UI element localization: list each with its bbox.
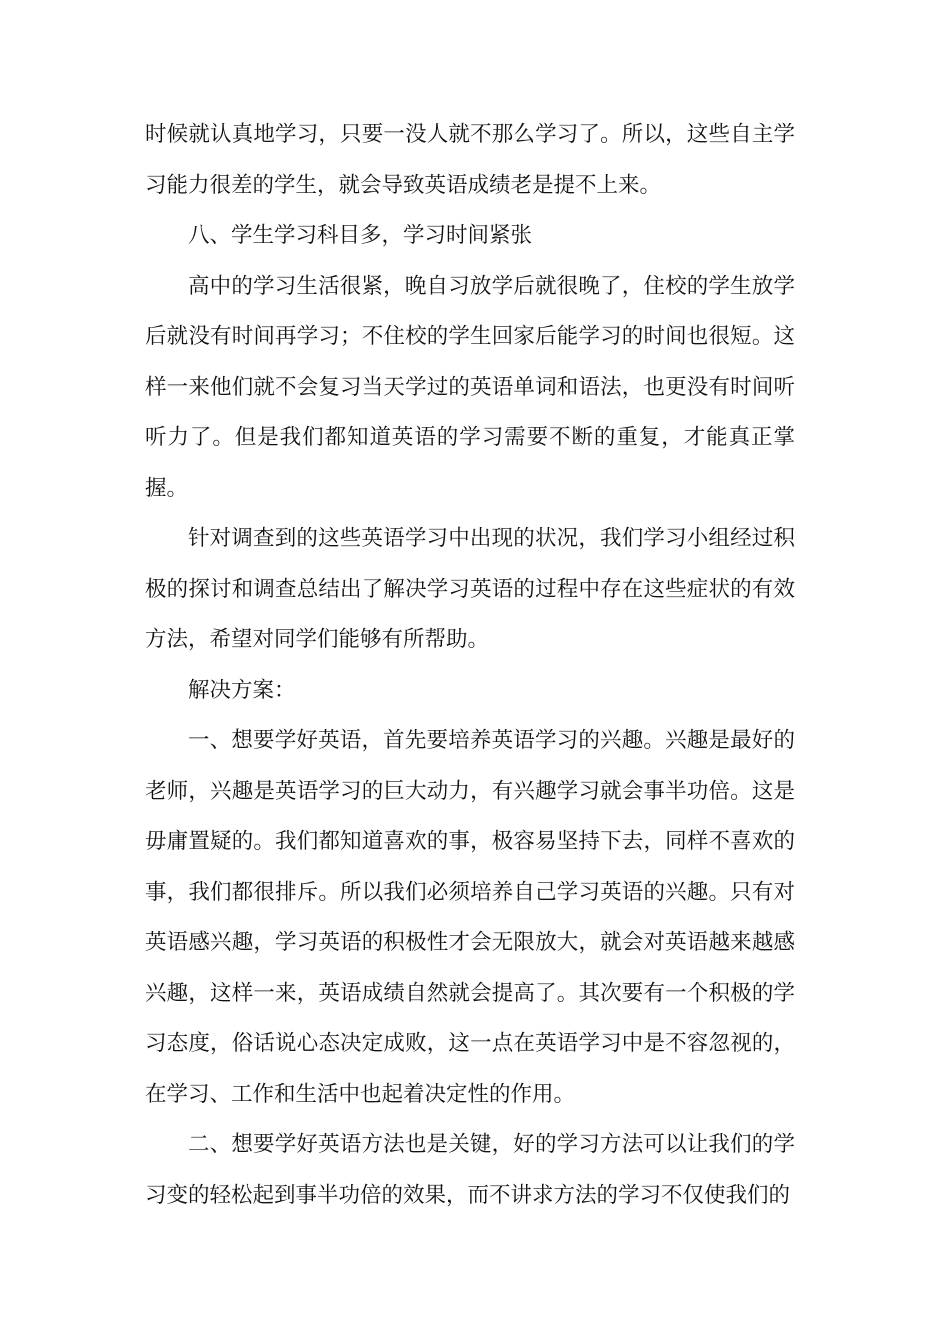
paragraph-continuation: 时候就认真地学习，只要一没人就不那么学习了。所以，这些自主学习能力很差的学生，就会导致英语成绩老是提不上来。 [145,122,795,198]
paragraph-summary: 针对调查到的这些英语学习中出现的状况，我们学习小组经过积极的探讨和调查总结出了解决学习英语的过程中存在这些症状的有效方法，希望对同学们能够有所帮助。 [145,526,795,652]
document-body [145,110,795,1221]
paragraph-solution-one: 一、想要学好英语，首先要培养英语学习的兴趣。兴趣是最好的老师，兴趣是英语学习的巨大动力，有兴趣学习就会事半功倍。这是毋庸置疑的。我们都知道喜欢的事，极容易坚持下去，同样不喜欢的事，我们都很排斥。所以我们必须培养自己学习英语的兴趣。只有对英语感兴趣，学习英语的积极性才会无限放大，就会对英语越来越感兴趣，这样一来，英语成绩自然就会提高了。其次要有一个积极的学习态度，俗话说心态决定成败，这一点在英语学习中是不容忽视的，在学习、工作和生活中也起着决定性的作用。 [145,728,795,1107]
paragraph-solution-two: 二、想要学好英语方法也是关键，好的学习方法可以让我们的学习变的轻松起到事半功倍的效果，而不讲求方法的学习不仅使我们的 [145,1132,795,1208]
solutions-heading: 解决方案： [188,677,296,703]
paragraph-study-time: 高中的学习生活很紧，晚自习放学后就很晚了，住校的学生放学后就没有时间再学习；不住校的学生回家后能学习的时间也很短。这样一来他们就不会复习当天学过的英语单词和语法，也更没有时间听听力了。但是我们都知道英语的学习需要不断的重复，才能真正掌握。 [145,273,795,501]
section-heading-eight: 八、学生学习科目多，学习时间紧张 [188,223,533,248]
